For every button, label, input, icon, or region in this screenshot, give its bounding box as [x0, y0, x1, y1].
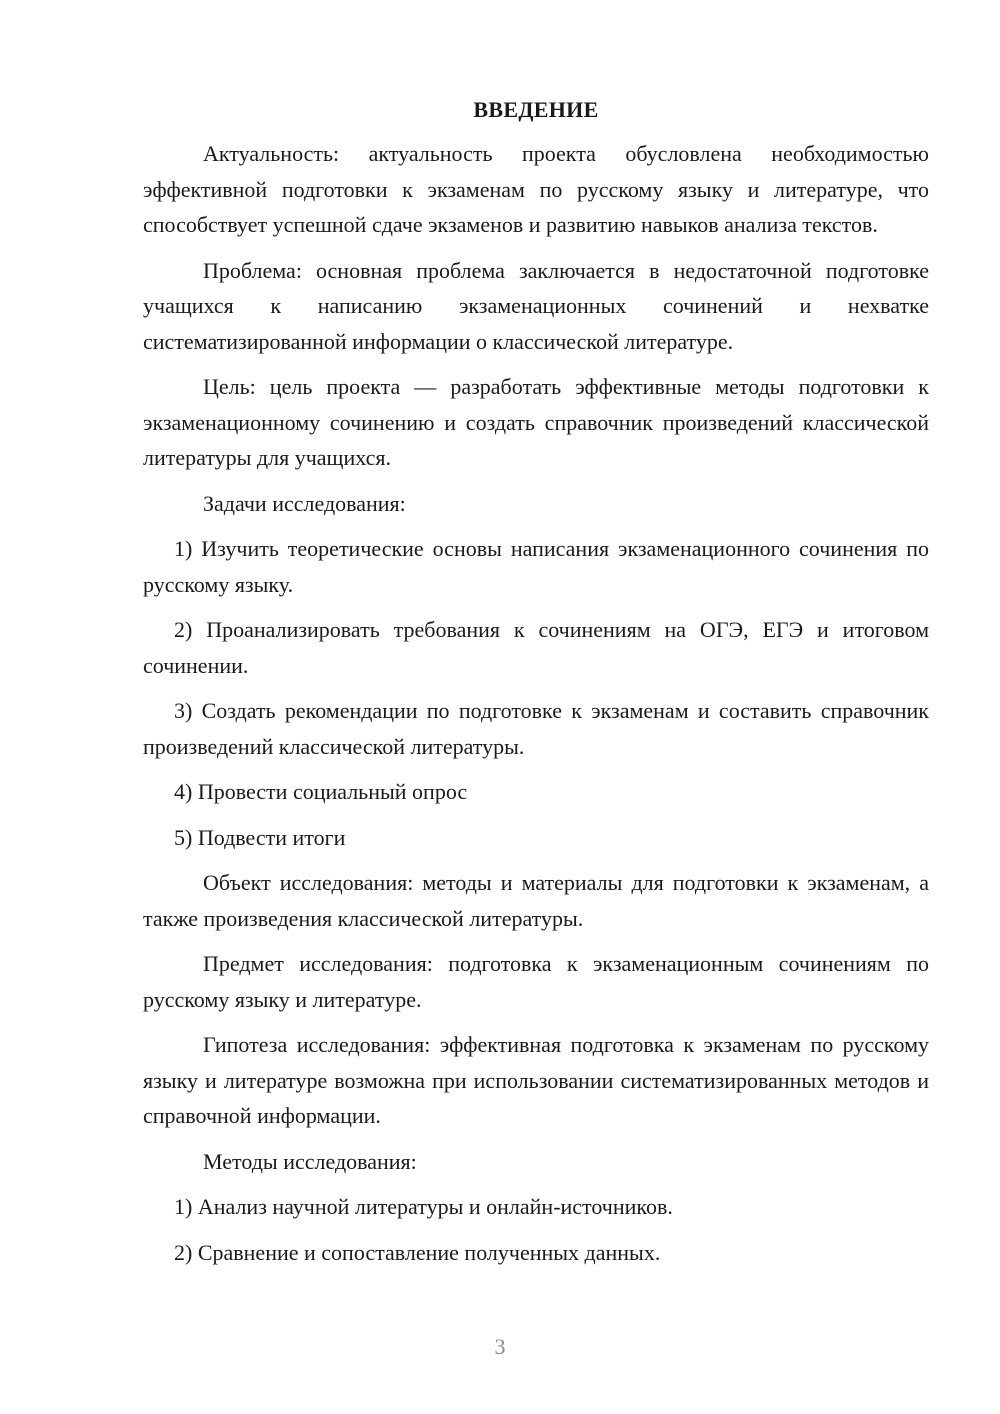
paragraph-subject: Предмет исследования: подготовка к экзаменационным сочинениям по русскому языку и литературе. [143, 951, 929, 1012]
list-item: 3) Создать рекомендации по подготовке к экзаменам и составить справочник произведений классической литературы. [143, 698, 929, 759]
methods-list [143, 1189, 929, 1270]
paragraph-hypothesis: Гипотеза исследования: эффективная подготовка к экзаменам по русскому языку и литературе возможна при использовании систематизированных методов и справочной информации. [143, 1032, 929, 1128]
paragraph-problem: Проблема: основная проблема заключается в недостаточной подготовке учащихся к написанию экзаменационных сочинений и нехватке систематизированной информации о классической литературе. [143, 257, 929, 354]
document-page [143, 96, 929, 1280]
paragraph-tasks-heading: Задачи исследования: [203, 490, 406, 516]
paragraph-goal: Цель: цель проекта — разработать эффективные методы подготовки к экзаменационному сочинению и создать справочник произведений классической литературы для учащихся. [143, 374, 929, 470]
tasks-list [143, 531, 929, 855]
list-item: 5) Подвести итоги [174, 824, 346, 850]
page-number: 3 [494, 1334, 506, 1359]
section-heading: ВВЕДЕНИЕ [473, 97, 599, 122]
list-item: 4) Провести социальный опрос [174, 779, 468, 804]
paragraph-relevance: Актуальность: актуальность проекта обусловлена необходимостью эффективной подготовки к экзаменам по русскому языку и литературе, что способствует успешной сдаче экзаменов и развитию навыков анализа текстов. [143, 141, 929, 237]
paragraph-methods-heading: Методы исследования: [203, 1148, 417, 1174]
list-item: 1) Анализ научной литературы и онлайн-источников. [174, 1194, 673, 1219]
list-item: 2) Сравнение и сопоставление полученных данных. [174, 1239, 661, 1265]
paragraph-object: Объект исследования: методы и материалы для подготовки к экзаменам, а также произведения классической литературы. [143, 870, 929, 931]
list-item: 1) Изучить теоретические основы написания экзаменационного сочинения по русскому языку. [143, 536, 929, 597]
list-item: 2) Проанализировать требования к сочинениям на ОГЭ, ЕГЭ и итоговом сочинении. [143, 617, 929, 678]
